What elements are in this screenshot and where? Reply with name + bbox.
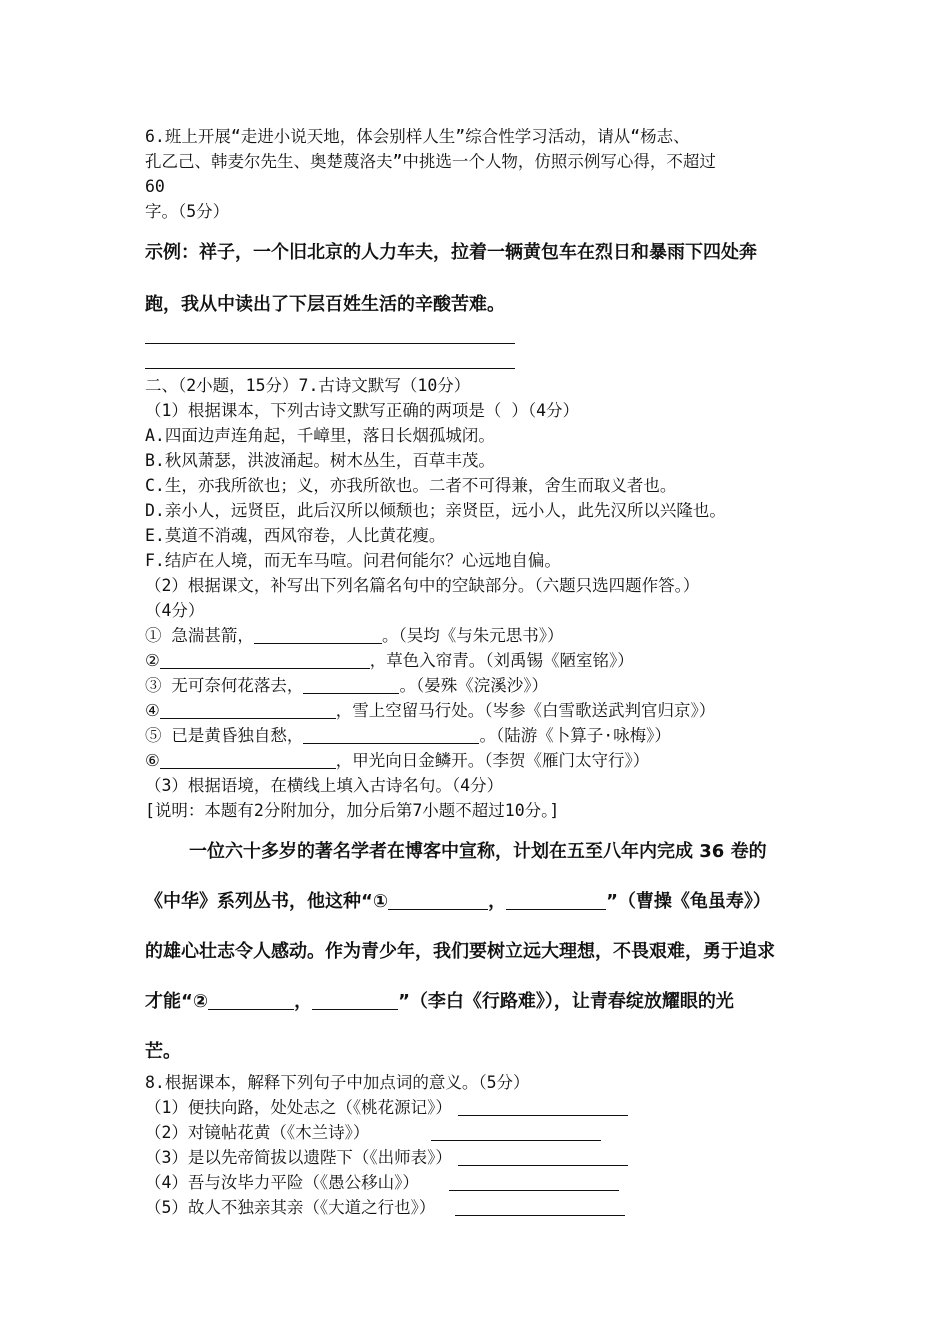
fill-blank-2[interactable] bbox=[160, 650, 370, 669]
context-line-2-b: ， bbox=[488, 891, 507, 912]
q8-item-1-text: （1）便扶向路，处处志之（《桃花源记》） bbox=[145, 1098, 452, 1117]
context-line-4-c: ”（李白《行路难》），让青春绽放耀眼的光 bbox=[398, 991, 734, 1012]
q6-line-1: 6.班上开展“走进小说天地，体会别样人生”综合性学习活动，请从“杨志、 bbox=[145, 127, 690, 146]
q8-item-3-text: （3）是以先帝简拔以遗陛下（《出师表》） bbox=[145, 1148, 452, 1167]
q7-option-e: E.莫道不消魂，西风帘卷，人比黄花瘦。 bbox=[145, 526, 446, 545]
q6-line-2: 孔乙己、韩麦尔先生、奥楚蔑洛夫”中挑选一个人物，仿照示例写心得，不超过 bbox=[145, 152, 716, 171]
fill-item-5-suffix: 。（陆游《卜算子·咏梅》） bbox=[479, 726, 671, 745]
fill-item-1 bbox=[145, 623, 563, 648]
q8-answer-blank-1[interactable] bbox=[458, 1097, 628, 1116]
q7-part1-stem: （1）根据课本，下列古诗文默写正确的两项是（ ）（4分） bbox=[145, 401, 580, 420]
fill-blank-4[interactable] bbox=[160, 700, 336, 719]
q6-example-line-1: 示例：祥子，一个旧北京的人力车夫，拉着一辆黄包车在烈日和暴雨下四处奔 bbox=[145, 242, 757, 263]
section-2-header: 二、（2小题，15分）7.古诗文默写（10分） bbox=[145, 376, 471, 395]
context-line-2-c: ”（曹操《龟虽寿》） bbox=[606, 891, 771, 912]
q7-option-b: B.秋风萧瑟，洪波涌起。树木丛生，百草丰茂。 bbox=[145, 451, 495, 470]
fill-item-1-prefix: ① 急湍甚箭， bbox=[145, 626, 254, 645]
q8-answer-blank-4[interactable] bbox=[449, 1172, 619, 1191]
context-line-3: 的雄心壮志令人感动。作为青少年，我们要树立远大理想，不畏艰难，勇于追求 bbox=[145, 941, 775, 962]
q8-item-2 bbox=[145, 1120, 601, 1145]
context-line-1: 一位六十多岁的著名学者在博客中宣称，计划在五至八年内完成 36 卷的 bbox=[189, 841, 767, 862]
context-blank-2a[interactable] bbox=[208, 991, 294, 1010]
q6-line-4: 字。（5分） bbox=[145, 202, 230, 221]
q6-example-line-2: 跑，我从中读出了下层百姓生活的辛酸苦难。 bbox=[145, 294, 505, 315]
context-line-2 bbox=[145, 887, 771, 913]
context-line-4-b: ， bbox=[294, 991, 313, 1012]
fill-blank-1[interactable] bbox=[254, 625, 382, 644]
q8-item-2-text: （2）对镜帖花黄（《木兰诗》） bbox=[145, 1123, 370, 1142]
q7-option-f: F.结庐在人境，而无车马喧。问君何能尔？心远地自偏。 bbox=[145, 551, 561, 570]
fill-blank-3[interactable] bbox=[303, 675, 399, 694]
fill-item-6-suffix: ，甲光向日金鳞开。（李贺《雁门太守行》） bbox=[335, 751, 650, 770]
fill-item-2-suffix: ，草色入帘青。（刘禹锡《陋室铭》） bbox=[369, 651, 634, 670]
fill-item-1-suffix: 。（吴均《与朱元思书》） bbox=[381, 626, 564, 645]
fill-item-6 bbox=[145, 748, 649, 773]
q8-answer-blank-2[interactable] bbox=[431, 1122, 601, 1141]
context-blank-1b[interactable] bbox=[506, 891, 606, 910]
context-line-2-a: 《中华》系列丛书，他这种“① bbox=[145, 891, 389, 912]
q8-item-4 bbox=[145, 1170, 619, 1195]
fill-item-6-prefix: ⑥ bbox=[145, 751, 160, 770]
q7-option-a: A.四面边声连角起，千嶂里，落日长烟孤城闭。 bbox=[145, 426, 495, 445]
q7-part2-stem: （2）根据课文，补写出下列名篇名句中的空缺部分。（六题只选四题作答。） bbox=[145, 576, 700, 595]
q6-answer-line-1[interactable] bbox=[145, 343, 515, 344]
context-line-4 bbox=[145, 987, 734, 1013]
context-blank-1a[interactable] bbox=[388, 891, 488, 910]
q8-stem: 8.根据课本，解释下列句子中加点词的意义。（5分） bbox=[145, 1073, 530, 1092]
fill-item-3-suffix: 。（晏殊《浣溪沙》） bbox=[399, 676, 548, 695]
q7-part3-stem: （3）根据语境，在横线上填入古诗名句。（4分） bbox=[145, 776, 504, 795]
context-line-4-a: 才能“② bbox=[145, 991, 209, 1012]
q8-item-4-text: （4）吾与汝毕力平险（《愚公移山》） bbox=[145, 1173, 419, 1192]
context-blank-2b[interactable] bbox=[312, 991, 398, 1010]
fill-blank-6[interactable] bbox=[160, 750, 336, 769]
fill-item-2-prefix: ② bbox=[145, 651, 160, 670]
fill-item-5-prefix: ⑤ 已是黄昏独自愁， bbox=[145, 726, 304, 745]
fill-blank-5[interactable] bbox=[303, 725, 479, 744]
fill-item-5 bbox=[145, 723, 671, 748]
q7-option-d: D.亲小人，远贤臣，此后汉所以倾颓也；亲贤臣，远小人，此先汉所以兴隆也。 bbox=[145, 501, 726, 520]
q8-answer-blank-3[interactable] bbox=[458, 1147, 628, 1166]
q8-item-1 bbox=[145, 1095, 628, 1120]
q8-item-5-text: （5）故人不独亲其亲（《大道之行也》） bbox=[145, 1198, 436, 1217]
fill-item-2 bbox=[145, 648, 634, 673]
q7-part3-note: [说明：本题有2分附加分，加分后第7小题不超过10分。] bbox=[145, 801, 560, 820]
fill-item-4-suffix: ，雪上空留马行处。（岑参《白雪歌送武判官归京》） bbox=[335, 701, 716, 720]
q6-answer-line-2[interactable] bbox=[145, 368, 515, 369]
fill-item-4-prefix: ④ bbox=[145, 701, 160, 720]
q8-item-3 bbox=[145, 1145, 628, 1170]
q6-line-3: 60 bbox=[145, 177, 165, 196]
fill-item-3-prefix: ③ 无可奈何花落去， bbox=[145, 676, 304, 695]
q7-part2-score: （4分） bbox=[145, 601, 205, 620]
q8-item-5 bbox=[145, 1195, 625, 1220]
context-line-5: 芒。 bbox=[145, 1041, 181, 1062]
q7-option-c: C.生，亦我所欲也；义，亦我所欲也。二者不可得兼，舍生而取义者也。 bbox=[145, 476, 677, 495]
fill-item-4 bbox=[145, 698, 715, 723]
q8-answer-blank-5[interactable] bbox=[455, 1197, 625, 1216]
fill-item-3 bbox=[145, 673, 548, 698]
